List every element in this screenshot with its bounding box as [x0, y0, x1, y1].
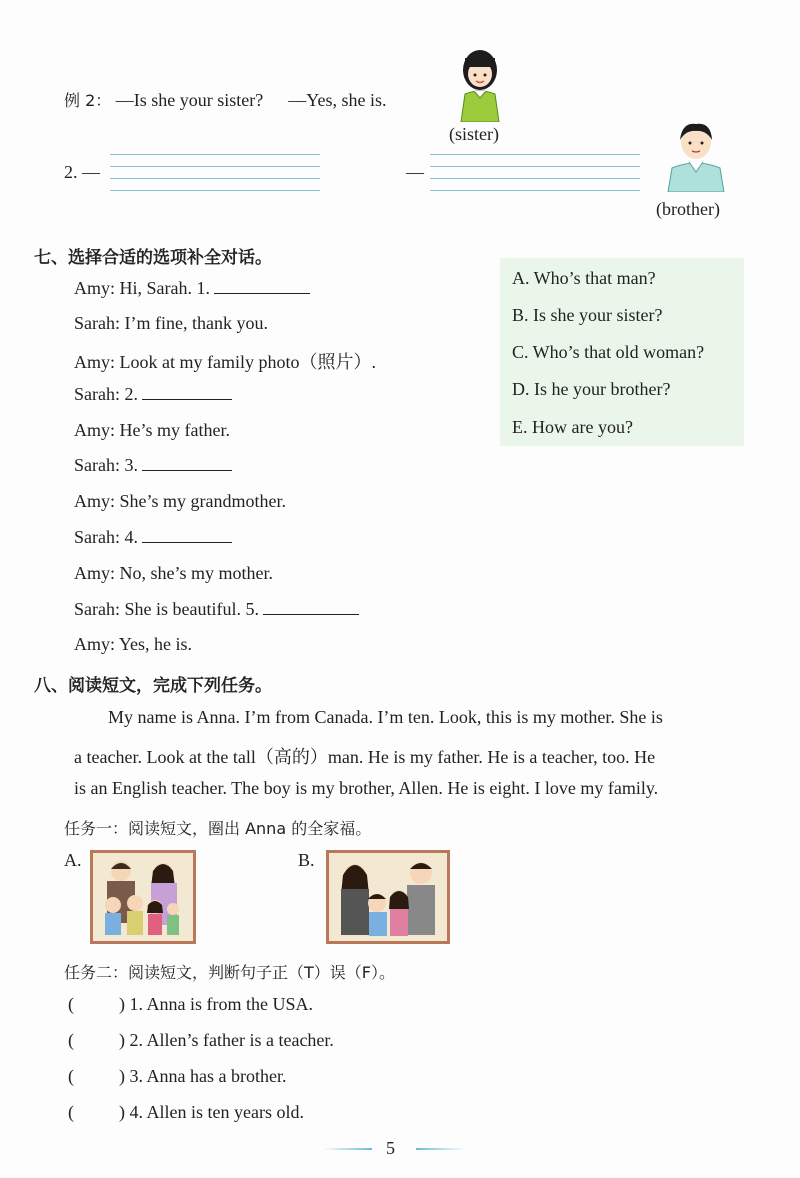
answer-blank[interactable] — [263, 600, 359, 615]
dialogue-line-6 — [74, 455, 232, 476]
statement-text: 3. Anna has a brother. — [129, 1066, 287, 1086]
statement-text: 4. Allen is ten years old. — [129, 1102, 304, 1122]
dialogue-line-7: Amy: She’s my grandmother. — [74, 491, 286, 511]
family-photo-b-image — [329, 853, 447, 941]
family-photo-a[interactable] — [90, 850, 196, 944]
page-number: 5 — [386, 1138, 395, 1158]
dialogue-text: Sarah: 3. — [74, 455, 138, 475]
tf-row-2 — [68, 1030, 334, 1051]
option-b: B. Is she your sister? — [512, 305, 663, 325]
boy-illustration — [666, 118, 726, 192]
tf-row-3 — [68, 1066, 286, 1087]
brother-caption: (brother) — [656, 199, 720, 219]
footer-rule-right — [416, 1148, 466, 1150]
answer-blank[interactable] — [142, 385, 232, 400]
write-line — [110, 154, 320, 155]
write-line — [110, 166, 320, 167]
dialogue-line-9: Amy: No, she’s my mother. — [74, 563, 273, 583]
example-2 — [64, 88, 386, 111]
statement-text: 1. Anna is from the USA. — [129, 994, 313, 1014]
answer-blank[interactable] — [142, 456, 232, 471]
option-c: C. Who’s that old woman? — [512, 342, 705, 362]
write-line — [110, 190, 320, 191]
family-photo-b[interactable] — [326, 850, 450, 944]
option-e: E. How are you? — [512, 417, 633, 437]
answer-parentheses[interactable]: ( ) — [68, 994, 125, 1014]
answer-blank[interactable] — [142, 528, 232, 543]
dialogue-text: Sarah: 2. — [74, 384, 138, 404]
example-label: 例 2： — [64, 91, 112, 110]
answer-blank[interactable] — [214, 279, 310, 294]
write-line — [430, 190, 640, 191]
answer-parentheses[interactable]: ( ) — [68, 1066, 125, 1086]
dialogue-line-5: Amy: He’s my father. — [74, 420, 230, 440]
q2-dash: — — [406, 162, 424, 182]
dialogue-line-11: Amy: Yes, he is. — [74, 634, 193, 654]
dialogue-line-8 — [74, 527, 232, 548]
footer-rule-left — [322, 1148, 372, 1150]
girl-illustration — [455, 44, 505, 122]
dialogue-text: Sarah: 4. — [74, 527, 138, 547]
section-7-heading: 七、选择合适的选项补全对话。 — [34, 248, 272, 268]
answer-parentheses[interactable]: ( ) — [68, 1030, 125, 1050]
write-line — [430, 178, 640, 179]
photo-a-label: A. — [64, 850, 82, 870]
write-line — [430, 166, 640, 167]
q2-number: 2. — — [64, 162, 100, 182]
task-1: 任务一：阅读短文，圈出 Anna 的全家福。 — [64, 819, 372, 838]
dialogue-line-10 — [74, 599, 359, 620]
passage-line-2: a teacher. Look at the tall（高的）man. He is my father. He is a teacher, too. He — [74, 747, 656, 767]
example-answer: —Yes, she is. — [288, 90, 387, 110]
write-line — [110, 178, 320, 179]
tf-row-1 — [68, 994, 313, 1015]
dialogue-line-4 — [74, 384, 232, 405]
statement-text: 2. Allen’s father is a teacher. — [129, 1030, 334, 1050]
task-2: 任务二：阅读短文，判断句子正（T）误（F）。 — [64, 963, 395, 982]
option-d: D. Is he your brother? — [512, 379, 671, 399]
family-photo-a-image — [93, 853, 193, 941]
dialogue-line-1 — [74, 278, 310, 299]
dialogue-line-2: Sarah: I’m fine, thank you. — [74, 313, 268, 333]
sister-caption: (sister) — [449, 124, 499, 144]
answer-parentheses[interactable]: ( ) — [68, 1102, 125, 1122]
tf-row-4 — [68, 1102, 304, 1123]
passage-line-1: My name is Anna. I’m from Canada. I’m ten. Look, this is my mother. She is — [108, 707, 663, 727]
section-8-heading: 八、阅读短文，完成下列任务。 — [34, 676, 272, 696]
photo-b-label: B. — [298, 850, 315, 870]
dialogue-line-3: Amy: Look at my family photo（照片）. — [74, 352, 376, 372]
option-a: A. Who’s that man? — [512, 268, 656, 288]
dialogue-text: Amy: Hi, Sarah. 1. — [74, 278, 210, 298]
write-line — [430, 154, 640, 155]
dialogue-text: Sarah: She is beautiful. 5. — [74, 599, 259, 619]
example-question: —Is she your sister? — [115, 90, 264, 110]
passage-line-3: is an English teacher. The boy is my brother, Allen. He is eight. I love my family. — [74, 778, 659, 798]
